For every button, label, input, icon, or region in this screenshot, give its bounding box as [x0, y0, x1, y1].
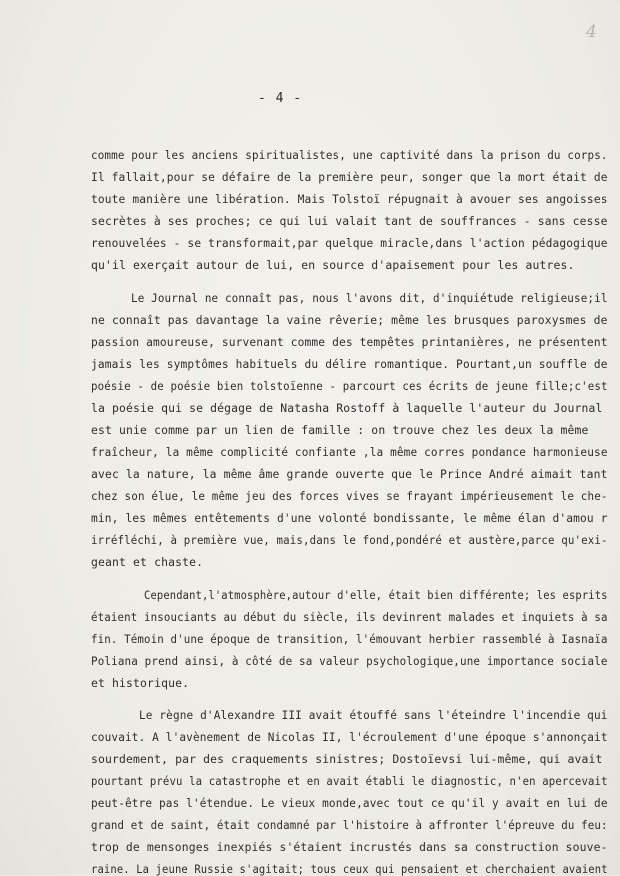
text-line: et historique. [91, 676, 190, 690]
text-line: pourtant prévu la catastrophe et en avait établi le diagnostic, n'en apercevait [91, 774, 608, 788]
text-line: trop de mensonges inexpiés s'étaient incrustés dans sa construction souve- [91, 840, 608, 854]
text-line: raine. La jeune Russie s'agitait; tous ceux qui pensaient et cherchaient avaient [91, 862, 608, 876]
text-line: Il fallait,pour se défaire de la première peur, songer que la mort était de [91, 170, 608, 184]
text-line: couvait. A l'avènement de Nicolas II, l'écroulement d'une époque s'annonçait [91, 730, 608, 744]
text-line: geant et chaste. [91, 555, 204, 569]
text-line: est unie comme par un lien de famille : on trouve chez les deux la même [91, 423, 589, 437]
text-line: ne connaît pas davantage la vaine rêverie; même les brusques paroxysmes de [91, 313, 608, 327]
text-line: Le Journal ne connaît pas, nous l'avons dit, d'inquiétude religieuse;il [131, 291, 608, 305]
text-line: fraîcheur, la même complicité confiante ,la même corres pondance harmonieuse [91, 445, 608, 459]
text-line: étaient insouciants au début du siècle, ils devinrent malades et inquiets à sa [91, 610, 608, 624]
text-line: sourdement, par des craquements sinistres; Dostoïevsi lui-même, qui avait [91, 752, 603, 766]
text-line: toute manière une libération. Mais Tolstoï répugnait à avouer ses angoisses [91, 192, 608, 206]
text-line: renouvelées - se transformait,par quelque miracle,dans l'action pédagogique [91, 236, 608, 250]
text-line: poésie - de poésie bien tolstoïenne - parcourt ces écrits de jeune fille;c'est [91, 379, 608, 393]
text-line: passion amoureuse, survenant comme des tempêtes printanières, ne présentent [91, 335, 608, 349]
text-line: secrètes à ses proches; ce qui lui valait tant de souffrances - sans cesse [91, 214, 608, 228]
text-line: Le règne d'Alexandre III avait étouffé sans l'éteindre l'incendie qui [139, 708, 608, 722]
text-line: peut-être pas l'étendue. Le vieux monde,avec tout ce qu'il y avait en lui de [91, 796, 608, 810]
text-line: comme pour les anciens spiritualistes, une captivité dans la prison du corps. [91, 148, 608, 162]
text-line: min, les mêmes entêtements d'une volonté bondissante, le même élan d'amou r [91, 511, 608, 525]
text-line: la poésie qui se dégage de Natasha Rostoff à laquelle l'auteur du Journal [91, 401, 603, 415]
text-line: Cependant,l'atmosphère,autour d'elle, était bien différente; les esprits [144, 588, 608, 602]
text-line: Poliana prend ainsi, à côté de sa valeur psychologique,une importance sociale [91, 654, 608, 668]
page-number: - 4 - [258, 91, 303, 106]
text-line: irréfléchi, à première vue, mais,dans le fond,pondéré et austère,parce qu'exi- [91, 533, 608, 547]
text-line: avec la nature, la même âme grande ouverte que le Prince André aimait tant [91, 467, 608, 481]
text-line: qu'il exerçait autour de lui, en source d'apaisement pour les autres. [91, 258, 575, 272]
text-line: chez son élue, le même jeu des forces vives se frayant impérieusement le che- [91, 489, 608, 503]
text-line: fin. Témoin d'une époque de transition, l'émouvant herbier rassemblé à Iasnaïa [91, 632, 608, 646]
text-line: jamais les symptômes habituels du délire romantique. Pourtant,un souffle de [91, 357, 608, 371]
handwritten-page-mark: 4 [586, 22, 597, 42]
text-line: grand et de saint, était condamné par l'histoire à affronter l'épreuve du feu: [91, 818, 608, 832]
